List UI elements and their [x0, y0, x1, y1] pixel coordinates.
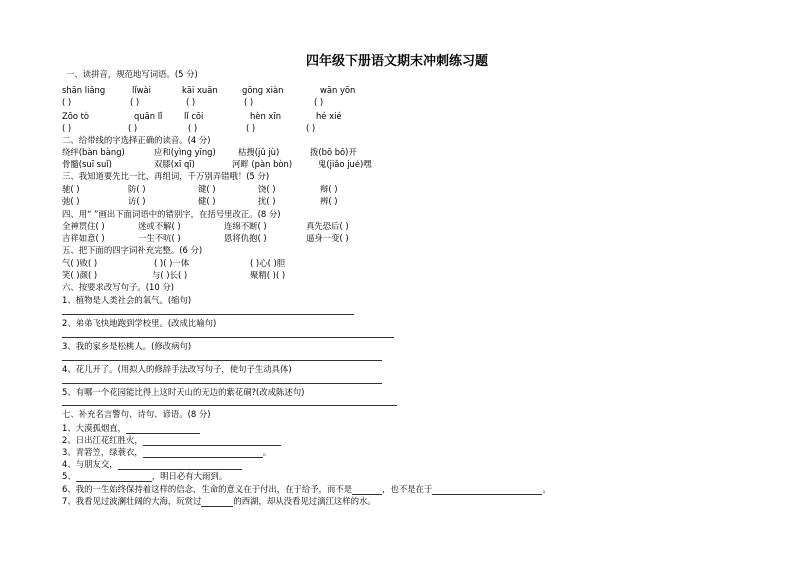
answer-blank[interactable] — [352, 485, 382, 495]
answer-line[interactable] — [62, 360, 382, 361]
quote-4: 4、与朋友交， — [62, 459, 242, 470]
quote-1: 1、大漠孤烟直， — [62, 423, 200, 434]
pinyin-item: gōng xiàn — [242, 85, 284, 95]
quote-2: 2、日出江花红胜火， — [62, 435, 281, 446]
typo-item[interactable]: 逼身一变( ) — [306, 233, 349, 243]
compare-item[interactable]: 访( ) — [128, 196, 146, 206]
idiom-item[interactable]: 聚精( )( ) — [250, 270, 286, 280]
compare-item[interactable]: 健( ) — [198, 196, 216, 206]
answer-blank[interactable]: ( ) — [244, 97, 254, 107]
idiom-item[interactable]: 气( )败( ) — [62, 258, 98, 268]
compare-item[interactable]: 防( ) — [128, 184, 146, 194]
section-1-heading: 一、读拼音，规范地写词语。(5 分) — [66, 69, 198, 79]
answer-blank[interactable] — [143, 436, 281, 446]
rewrite-question-1: 1、植物是人类社会的氧气。(缩句) — [62, 295, 192, 305]
pronunciation-item[interactable]: 拨(bō bō)开 — [310, 147, 357, 157]
pinyin-item: quān lǐ — [134, 111, 163, 121]
rewrite-question-5: 5、有哪一个花园能比得上这时天山的无边的紫花硐?(改成陈述句) — [62, 387, 305, 397]
section-2-heading: 二、给带线的字选择正确的读音。(4 分) — [62, 135, 211, 145]
answer-blank[interactable] — [126, 424, 200, 434]
pinyin-item: wān yōn — [320, 85, 356, 95]
answer-line[interactable] — [62, 383, 382, 384]
compare-item[interactable]: 饶( ) — [258, 184, 276, 194]
pinyin-item: lǐ cōi — [184, 111, 204, 121]
rewrite-question-2: 2、弟弟飞快地跑到学校里。(改成比喻句) — [62, 318, 217, 328]
quote-7: 7、我看见过波澜壮阔的大海，玩赏过 的西湖，却从没看见过漓江这样的水。 — [62, 496, 376, 506]
answer-blank[interactable] — [143, 448, 263, 458]
quote-3: 3、青箬笠，绿蓑衣， 。 — [62, 447, 272, 457]
answer-blank[interactable] — [201, 497, 233, 507]
quote-5: 5、 ，明日必有大雨到。 — [62, 471, 228, 481]
compare-item[interactable]: 弛( ) — [62, 196, 80, 206]
pronunciation-item[interactable]: 鬼(jiǎo jué)嘿 — [318, 159, 372, 169]
pronunciation-item[interactable]: 河畔 (pàn bòn) — [232, 159, 293, 169]
section-5-heading: 五、把下面的四字词补充完整。(6 分) — [62, 245, 203, 255]
typo-item[interactable]: 全神贯住( ) — [62, 221, 105, 231]
answer-line[interactable] — [62, 337, 394, 338]
pinyin-item: shān liǎng — [62, 85, 106, 95]
idiom-item[interactable]: ( )心( )胆 — [250, 258, 286, 268]
compare-item[interactable]: 辩( ) — [320, 184, 338, 194]
idiom-item[interactable]: 与( )长( ) — [152, 270, 188, 280]
answer-blank[interactable]: ( ) — [186, 97, 196, 107]
answer-blank[interactable] — [118, 460, 242, 470]
idiom-item[interactable]: 笑( )颜( ) — [62, 270, 98, 280]
compare-item[interactable]: 扰( ) — [258, 196, 276, 206]
section-7-heading: 七、补充名言警句、诗句、谚语。(8 分) — [62, 409, 211, 419]
section-6-heading: 六、按要求改写句子。(10 分) — [62, 282, 174, 292]
page-title: 四年级下册语文期末冲刺练习题 — [305, 54, 488, 69]
rewrite-question-3: 3、我的家乡是松桃人。(修改病句) — [62, 341, 192, 351]
answer-line[interactable] — [62, 405, 397, 406]
typo-item[interactable]: 一生不吭( ) — [138, 233, 181, 243]
answer-blank[interactable]: ( ) — [130, 97, 140, 107]
pinyin-item: hé xié — [316, 111, 342, 121]
typo-item[interactable]: 迷或不解( ) — [138, 221, 181, 231]
answer-blank[interactable]: ( ) — [62, 123, 72, 133]
answer-line[interactable] — [62, 314, 354, 315]
section-3-heading: 三、我知道要先比一比，再组词，千万别弄错哦！(5 分) — [62, 171, 270, 181]
answer-blank[interactable]: ( ) — [128, 123, 138, 133]
pinyin-item: lǐwài — [132, 85, 151, 95]
pronunciation-item[interactable]: 应和(yìng yīng) — [154, 147, 216, 157]
typo-item[interactable]: 吉祥如意( ) — [62, 233, 105, 243]
pronunciation-item[interactable]: 绕绊(bàn bàng) — [62, 147, 125, 157]
pinyin-item: hèn xīn — [250, 111, 282, 121]
rewrite-question-4: 4、花儿开了。(用拟人的修辞手法改写句子，使句子生动具体) — [62, 364, 292, 374]
pronunciation-item[interactable]: 枯搜(jǔ jù) — [238, 147, 280, 157]
compare-item[interactable]: 驰( ) — [62, 184, 80, 194]
answer-blank[interactable]: ( ) — [246, 123, 256, 133]
section-4-heading: 四、用“ ”画出下面词语中的错别字，在括号里改正。(8 分) — [62, 209, 281, 219]
quote-6: 6、我的一生始终保持着这样的信念，生命的意义在于付出，在于给予，而不是 ，也不是在于 。 — [62, 484, 551, 494]
answer-blank[interactable] — [76, 472, 152, 482]
pinyin-item: kāi xuān — [182, 85, 218, 95]
typo-item[interactable]: 真先恐后( ) — [306, 221, 349, 231]
compare-item[interactable]: 键( ) — [198, 184, 216, 194]
answer-blank[interactable]: ( ) — [314, 97, 324, 107]
idiom-item[interactable]: ( )( )一体 — [154, 258, 190, 268]
pronunciation-item[interactable]: 骨髓(suī suǐ) — [62, 159, 112, 169]
answer-blank[interactable] — [432, 485, 542, 495]
compare-item[interactable]: 辨( ) — [320, 196, 338, 206]
pinyin-item: Zōo tò — [62, 111, 90, 121]
typo-item[interactable]: 连绵不断( ) — [224, 221, 267, 231]
typo-item[interactable]: 恩将仇抱( ) — [224, 233, 267, 243]
answer-blank[interactable]: ( ) — [62, 97, 72, 107]
answer-blank[interactable]: ( ) — [188, 123, 198, 133]
answer-blank[interactable]: ( ) — [306, 123, 316, 133]
pronunciation-item[interactable]: 双膝(xī qī) — [154, 159, 195, 169]
